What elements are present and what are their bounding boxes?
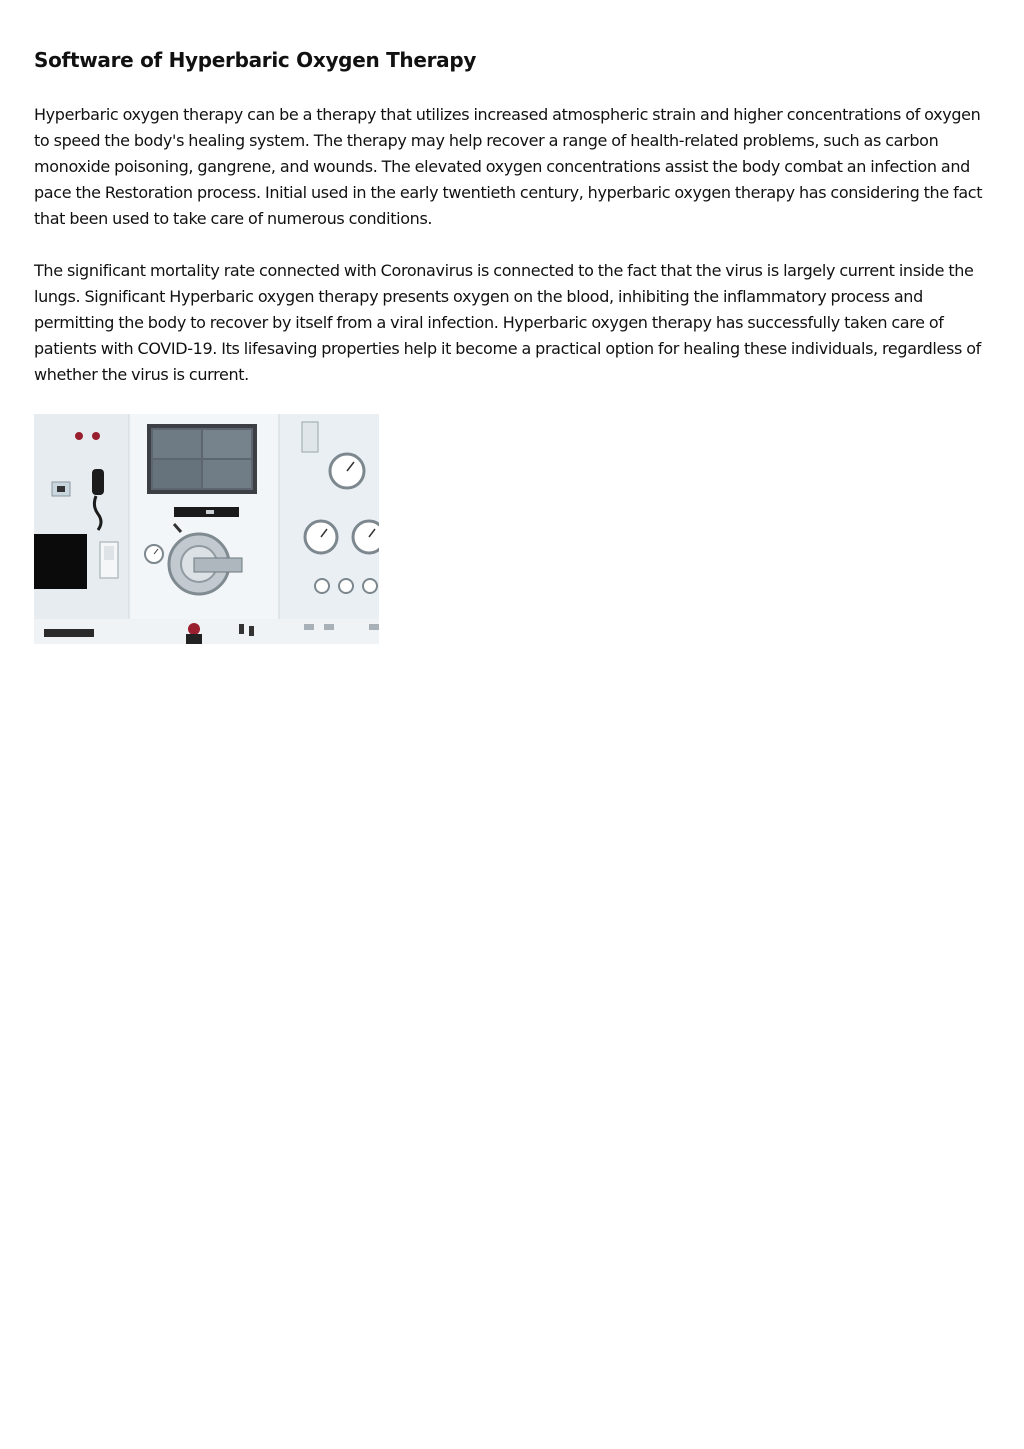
article-paragraph: The significant mortality rate connected with Coronavirus is connected to the fact that the virus is largely current inside the lungs. Significant Hyperbaric oxygen therapy presents oxygen on the blood, inhibiting the inflammatory process and permitting the body to recover by itself from a viral infection. Hyperbaric oxygen therapy has successfully taken care of patients with COVID-19. Its lifesaving properties help it become a practical option for healing these individuals, regardless of whether the virus is current. bbox=[34, 261, 981, 384]
article bbox=[34, 44, 994, 644]
article-paragraph: Hyperbaric oxygen therapy can be a therapy that utilizes increased atmospheric strain and higher concentrations of oxygen to speed the body's healing system. The therapy may help recover a range of health-related problems, such as carbon monoxide poisoning, gangrene, and wounds. The elevated oxygen concentrations assist the body combat an infection and pace the Restoration process. Initial used in the early twentieth century, hyperbaric oxygen therapy has considering the fact that been used to take care of numerous conditions. bbox=[34, 105, 983, 228]
hyperbaric-control-panel-image bbox=[34, 414, 379, 644]
article-title: Software of Hyperbaric Oxygen Therapy bbox=[34, 48, 477, 72]
